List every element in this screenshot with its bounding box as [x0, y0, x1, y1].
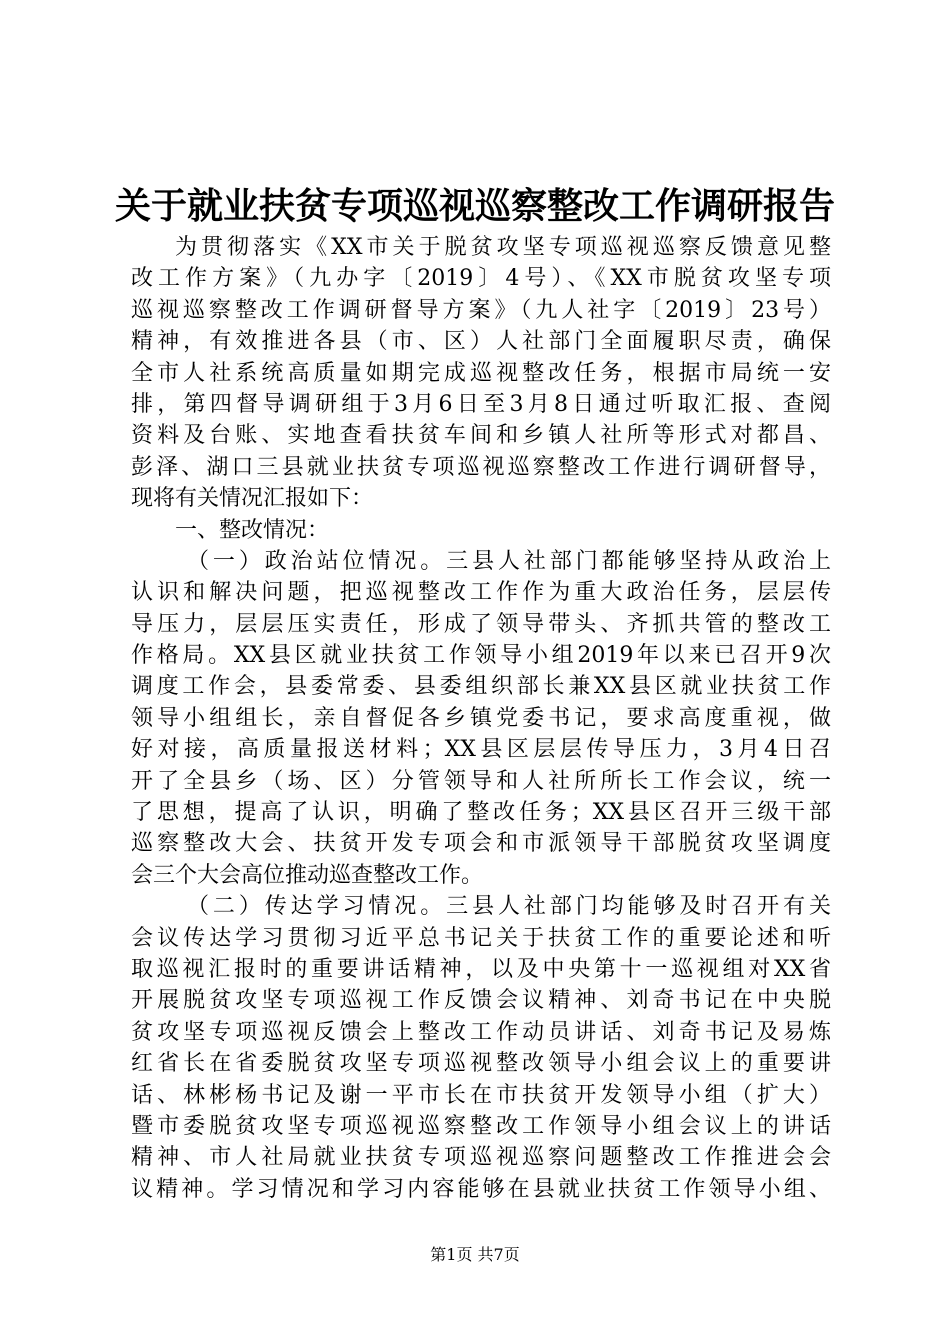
- paragraph-line: 认识和解决问题，把巡视整改工作作为重大政治任务，层层传: [131, 580, 831, 606]
- section-heading: 一、整改情况：: [175, 517, 330, 543]
- paragraph-line: 资料及台账、实地查看扶贫车间和乡镇人社所等形式对都昌、: [131, 423, 831, 449]
- paragraph-line: 会议传达学习贯彻习近平总书记关于扶贫工作的重要论述和听: [131, 925, 831, 951]
- paragraph-line: 改工作方案》（九办字〔2019〕4号）、《XX市脱贫攻坚专项: [131, 266, 831, 292]
- document-body: [131, 232, 831, 1205]
- paragraph-line: 暨市委脱贫攻坚专项巡视巡察整改工作领导小组会议上的讲话: [131, 1113, 831, 1139]
- paragraph-line: 巡察整改大会、扶贫开发专项会和市派领导干部脱贫攻坚调度: [131, 831, 831, 857]
- paragraph-line: 了思想，提高了认识，明确了整改任务；XX县区召开三级干部: [131, 800, 831, 826]
- paragraph-line: 话、林彬杨书记及谢一平市长在市扶贫开发领导小组（扩大）: [131, 1082, 831, 1108]
- paragraph-line: 排，第四督导调研组于3月6日至3月8日通过听取汇报、查阅: [131, 391, 831, 417]
- paragraph-line: 会三个大会高位推动巡查整改工作。: [131, 862, 484, 888]
- paragraph-line: 作格局。XX县区就业扶贫工作领导小组2019年以来已召开9次: [131, 643, 831, 669]
- paragraph-line: 巡视巡察整改工作调研督导方案》（九人社字〔2019〕23号）: [131, 297, 831, 323]
- paragraph-line: （二）传达学习情况。三县人社部门均能够及时召开有关: [187, 894, 831, 920]
- paragraph-line: 红省长在省委脱贫攻坚专项巡视整改领导小组会议上的重要讲: [131, 1051, 831, 1077]
- paragraph-line: 精神、市人社局就业扶贫专项巡视巡察问题整改工作推进会会: [131, 1145, 831, 1171]
- page-number-footer: 第1页 共7页: [430, 1245, 520, 1264]
- paragraph-line: 贫攻坚专项巡视反馈会上整改工作动员讲话、刘奇书记及易炼: [131, 1019, 831, 1045]
- paragraph-line: 现将有关情况汇报如下：: [131, 486, 374, 512]
- paragraph-line: 开展脱贫攻坚专项巡视工作反馈会议精神、刘奇书记在中央脱: [131, 988, 831, 1014]
- paragraph-line: 彭泽、湖口三县就业扶贫专项巡视巡察整改工作进行调研督导，: [131, 454, 831, 480]
- paragraph-line: 领导小组组长，亲自督促各乡镇党委书记，要求高度重视，做: [131, 705, 831, 731]
- paragraph-line: 精神，有效推进各县（市、区）人社部门全面履职尽责，确保: [131, 329, 831, 355]
- paragraph-line: 调度工作会，县委常委、县委组织部长兼XX县区就业扶贫工作: [131, 674, 831, 700]
- paragraph-line: 开了全县乡（场、区）分管领导和人社所所长工作会议，统一: [131, 768, 831, 794]
- paragraph-line: 好对接，高质量报送材料；XX县区层层传导压力，3月4日召: [131, 737, 831, 763]
- document-title: 关于就业扶贫专项巡视巡察整改工作调研报告: [114, 185, 835, 227]
- paragraph-line: （一）政治站位情况。三县人社部门都能够坚持从政治上: [187, 548, 831, 574]
- paragraph-line: 导压力，层层压实责任，形成了领导带头、齐抓共管的整改工: [131, 611, 831, 637]
- paragraph-line: 为贯彻落实《XX市关于脱贫攻坚专项巡视巡察反馈意见整: [175, 235, 831, 260]
- paragraph-line: 议精神。学习情况和学习内容能够在县就业扶贫工作领导小组、: [131, 1176, 831, 1202]
- paragraph-line: 全市人社系统高质量如期完成巡视整改任务，根据市局统一安: [131, 360, 831, 386]
- paragraph-line: 取巡视汇报时的重要讲话精神，以及中央第十一巡视组对XX省: [131, 956, 831, 982]
